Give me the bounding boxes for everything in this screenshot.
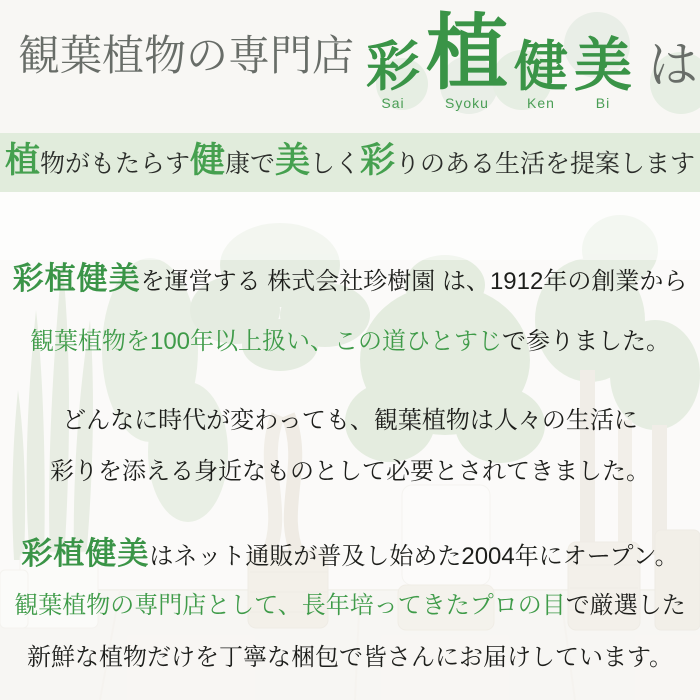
tagline-band (0, 133, 700, 192)
body-line (0, 588, 700, 624)
text-segment: どんなに時代が変わっても、観葉植物は人々の生活に (62, 407, 638, 434)
tagline-segment: 物がもたらす (39, 150, 190, 178)
logo-char-bi (574, 32, 633, 111)
logo-kanji: 彩 (366, 36, 420, 97)
text-segment: 新鮮な植物だけを丁寧な梱包で皆さんにお届けしています。 (26, 644, 674, 671)
text-segment: を運営する 株式会社珍樹園 は、1912年の創業から (140, 268, 688, 295)
body-line (0, 403, 700, 439)
text-segment: で厳選した (565, 592, 686, 619)
logo-romaji: Bi (595, 95, 611, 111)
tagline-segment: 植 (4, 141, 40, 180)
body-line (0, 640, 700, 676)
body-line (0, 324, 700, 360)
body-line (0, 454, 700, 490)
text-segment: 彩りを添える身近なものとして必要とされてきました。 (50, 458, 650, 485)
tagline-segment: りのある生活を提案します (395, 150, 696, 178)
tagline-segment: 康で (224, 150, 275, 178)
logo-char-syoku (426, 8, 509, 111)
logo-romaji: Sai (381, 95, 405, 111)
store-type-label: 観葉植物の専門店 (18, 32, 355, 79)
brand-name-text: 彩植健美 (12, 261, 141, 296)
logo-romaji: Ken (527, 95, 555, 111)
tagline-segment: 彩 (360, 141, 396, 180)
text-segment-green: 観葉植物を100年以上扱い、この道ひとすじ (29, 328, 503, 355)
logo-kanji: 健 (514, 36, 569, 97)
brand-logo (366, 0, 699, 111)
header (0, 0, 700, 132)
text-segment: で参りました。 (502, 328, 671, 355)
logo-kanji: 植 (426, 8, 509, 100)
text-segment-green: 観葉植物の専門店として、長年培ってきたプロの目 (14, 592, 566, 619)
logo-kanji: 美 (574, 32, 633, 98)
logo-romaji: Syoku (445, 95, 489, 111)
logo-char-sai (366, 36, 420, 111)
logo-suffix-block (648, 37, 699, 110)
text-segment: はネット通販が普及し始めた2004年にオープン。 (149, 543, 679, 570)
brand-name-text: 彩植健美 (21, 536, 150, 571)
tagline-segment: 健 (189, 141, 225, 180)
tagline-segment: 美 (275, 141, 311, 180)
tagline-segment: しく (310, 150, 361, 178)
body-line (0, 261, 700, 300)
logo-suffix: は (648, 37, 699, 93)
logo-char-ken (514, 36, 569, 111)
body-line (0, 536, 700, 575)
